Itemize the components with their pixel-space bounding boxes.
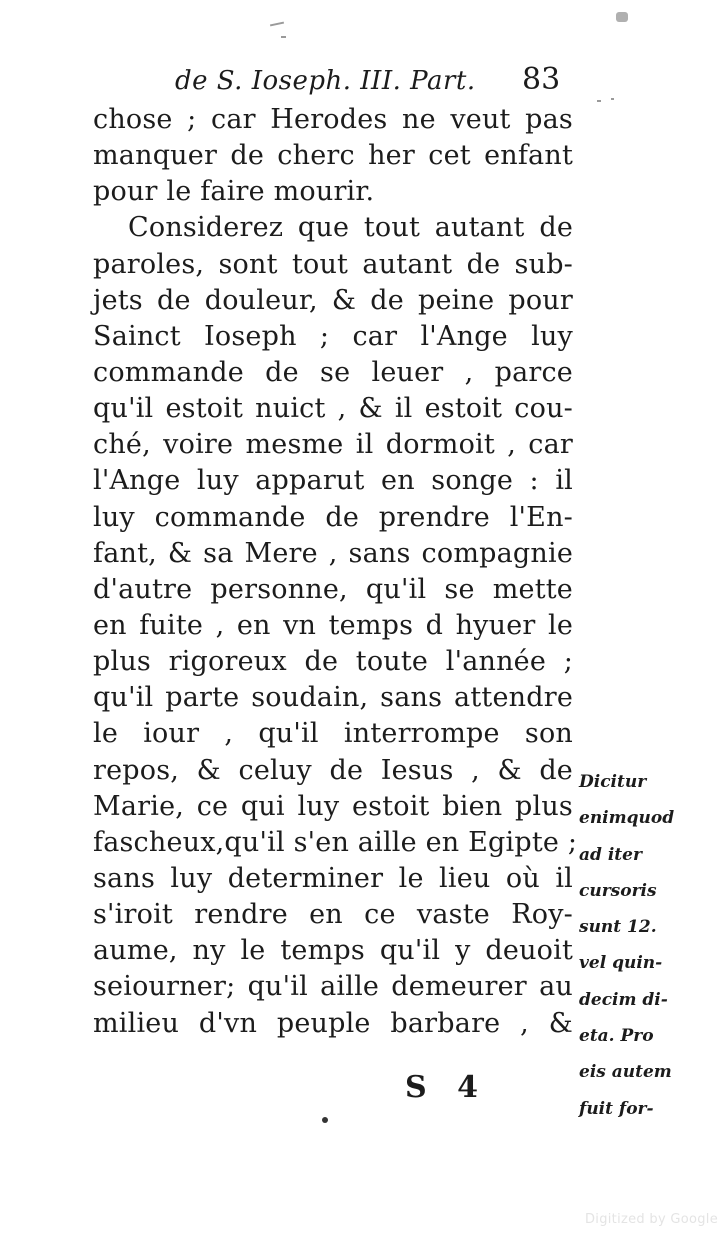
text-line: milieu d'vn peuple barbare , & xyxy=(93,1007,573,1039)
ink-speck xyxy=(611,98,614,100)
text-line: plus rigoreux de toute l'année ; xyxy=(93,646,573,678)
text-line: commande de se leuer , parce xyxy=(93,356,573,388)
marginal-note-line: eta. Pro xyxy=(579,1026,654,1047)
text-line: chose ; car Herodes ne veut pas xyxy=(93,104,573,135)
text-line: manquer de cherc her cet enfant xyxy=(93,140,573,172)
text-line: luy commande de prendre l'En- xyxy=(93,501,573,533)
text-line: Sainct Ioseph ; car l'Ange luy xyxy=(93,320,573,352)
marginal-note-line: enimquod xyxy=(579,808,675,829)
text-line: pour le faire mourir. xyxy=(93,176,375,208)
page-number: 83 xyxy=(522,62,561,97)
text-line: s'iroit rendre en ce vaste Roy- xyxy=(93,899,573,931)
marginal-note-line: ad iter xyxy=(579,844,642,865)
marginal-note-line: vel quin- xyxy=(579,953,663,974)
text-line: en fuite , en vn temps d hyuer le xyxy=(93,609,573,641)
text-line: qu'il estoit nuict , & il estoit cou- xyxy=(93,393,573,425)
text-line: le iour , qu'il interrompe son xyxy=(93,718,573,750)
marginal-note-line: decim di- xyxy=(579,989,668,1010)
body-text xyxy=(93,102,578,1042)
ink-speck xyxy=(281,36,286,38)
ink-speck xyxy=(270,22,284,27)
marginal-note-line: cursoris xyxy=(579,880,657,901)
marginal-note-line: fuit for- xyxy=(579,1098,654,1119)
text-line: ché, voire mesme il dormoit , car xyxy=(93,429,573,461)
text-line: sans luy determiner le lieu où il xyxy=(93,862,573,894)
text-line: seiourner; qu'il aille demeurer au xyxy=(93,971,573,1003)
text-line: fascheux,qu'il s'en aille en Egipte ; xyxy=(93,826,578,858)
running-title: de S. Ioseph. III. Part. xyxy=(175,66,476,96)
watermark: Digitized by Google xyxy=(585,1212,719,1227)
page-header xyxy=(175,62,575,106)
text-line: fant, & sa Mere , sans compagnie xyxy=(93,537,573,569)
text-line: jets de douleur, & de peine pour xyxy=(93,284,573,316)
signature-mark: S 4 xyxy=(405,1070,488,1105)
marginal-note xyxy=(579,764,689,1127)
text-line: paroles, sont tout autant de sub- xyxy=(93,248,573,280)
text-line: aume, ny le temps qu'il y deuoit xyxy=(93,935,573,967)
marginal-note-line: eis autem xyxy=(579,1062,672,1083)
text-line: d'autre personne, qu'il se mette xyxy=(93,573,573,605)
ink-speck xyxy=(597,100,601,102)
text-line: repos, & celuy de Iesus , & de xyxy=(93,754,573,786)
text-line: l'Ange luy apparut en songe : il xyxy=(93,465,573,497)
text-line: qu'il parte soudain, sans attendre xyxy=(93,682,573,714)
text-line: Considerez que tout autant de xyxy=(128,212,573,244)
ink-dot xyxy=(322,1117,328,1123)
marginal-note-line: sunt 12. xyxy=(579,917,657,938)
ink-speck xyxy=(616,12,628,22)
marginal-note-line: Dicitur xyxy=(579,772,647,792)
text-line: Marie, ce qui luy estoit bien plus xyxy=(93,790,573,822)
